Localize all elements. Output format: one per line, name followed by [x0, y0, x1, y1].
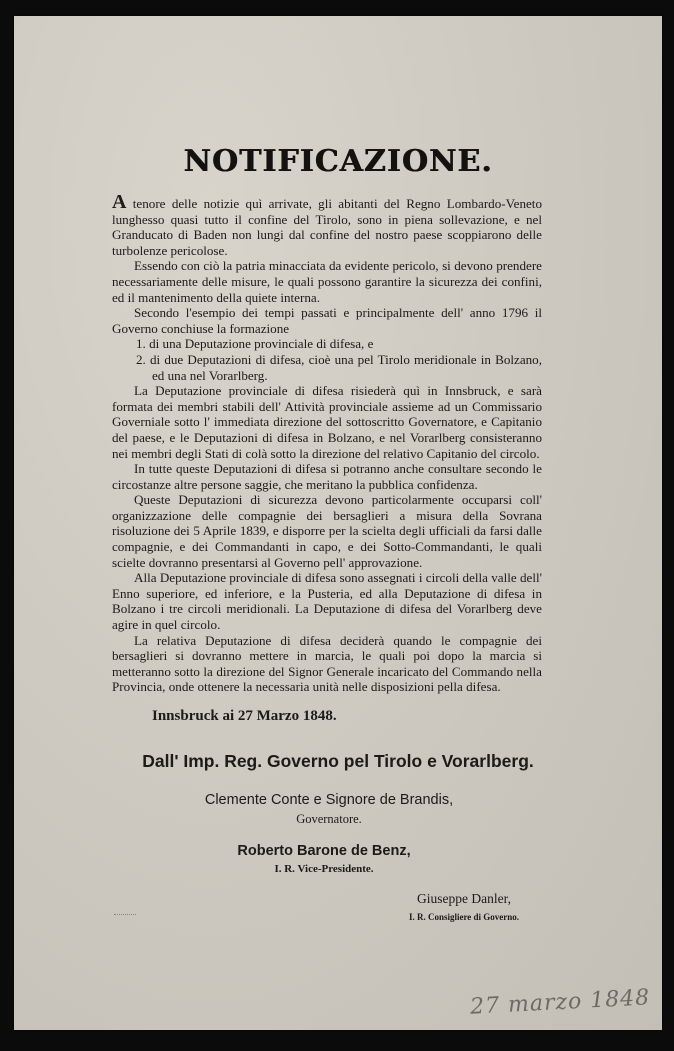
signatory-name: Roberto Barone de Benz, [237, 843, 411, 859]
paragraph-6: Queste Deputazioni di sicurezza devono particolarmente occuparsi coll' organizzazione delle compagnie dei bersaglieri a misura della Sovrana risoluzione dei 5 Aprile 1839, e disporre per la scielta degli ufficiali da farsi dalle compagnie, e dei Commandanti in capo, e dei Sotto-Commandanti, le quali scielte dovranno presentarsi al Governo pell' approvazione. [112, 492, 542, 570]
handwritten-date-note: 27 marzo 1848 [469, 985, 651, 1020]
paragraph-7: Alla Deputazione provinciale di difesa sono assegnati i circoli della valle dell' Enno superiore, ed inferiore, e la Pusteria, ed alla Deputazione di difesa in Bolzano i tre circoli meridionali. La Deputazione di difesa del Vorarlberg deve agire in quel circolo. [112, 570, 542, 633]
list-item: 2. di due Deputazioni di difesa, cioè una pel Tirolo meridionale in Bolzano, ed una nel Vorarlberg. [136, 351, 542, 383]
document-body [112, 191, 542, 695]
document-title: NOTIFICAZIONE. [183, 144, 493, 179]
drop-cap: A [112, 191, 127, 213]
paragraph-4: La Deputazione provinciale di difesa risiederà quì in Innsbruck, e sarà formata dei membri stabili dell' Attività provinciale assieme ad un Commissario Governiale sotto l' immediata direzione del sottoscritto Governatore, e Capitanio del paese, e le Deputazioni di difesa in Bolzano, e nel Vorarlberg consisteranno nei membri degli Stati di colà sotto la direzione del relativo Capitanio del circolo. [112, 383, 542, 461]
signatory-role: Governatore. [296, 812, 362, 826]
signatory-governor [174, 792, 484, 827]
list-item: 1. di una Deputazione provinciale di difesa, e [136, 336, 374, 352]
proclamation-sheet [14, 16, 662, 1030]
paragraph-8: La relativa Deputazione di difesa deciderà quando le compagnie dei bersaglieri si dovranno mettere in marcia, le quali poi dopo la marcia si metteranno sotto la direzione del Signor Generale incaricato del Commando nella Provincia, onde ottenere la necessaria unità nelle disposizioni pella difesa. [112, 632, 542, 695]
signatory-role: I. R. Consigliere di Governo. [408, 912, 520, 922]
paragraph-1: A tenore delle notizie quì arrivate, gli abitanti del Regno Lombardo-Veneto lunghesso quasi tutto il confine del Tirolo, sono in piena sollevazione, e nel Granducato di Baden non lungi dal confine del nostro paese scoppiarono delle turbolenze pericolose. [112, 191, 542, 258]
paragraph-5: In tutte queste Deputazioni di difesa si potranno anche consultare secondo le circostanze altre persone saggie, che meritano la pubblica confidenza. [112, 461, 542, 492]
date-line: Innsbruck ai 27 Marzo 1848. [152, 708, 337, 724]
signatory-role: I. R. Vice-Presidente. [274, 863, 374, 875]
signatory-councillor [384, 891, 544, 922]
signatory-vice-president [194, 843, 454, 875]
paragraph-3: Secondo l'esempio dei tempi passati e principalmente dell' anno 1796 il Governo conchiuse la formazione [112, 305, 542, 336]
signatory-name: Clemente Conte e Signore de Brandis, [204, 792, 454, 808]
paragraph-2: Essendo con ciò la patria minacciata da evidente pericolo, si devono prendere necessariamente delle misure, le quali possono garantire la sicurezza dei confini, ed il mantenimento della quiete interna. [112, 258, 542, 305]
signatory-name: Giuseppe Danler, [417, 891, 511, 906]
archive-mark [114, 914, 136, 917]
issuing-authority: Dall' Imp. Reg. Governo pel Tirolo e Vorarlberg. [142, 751, 534, 771]
